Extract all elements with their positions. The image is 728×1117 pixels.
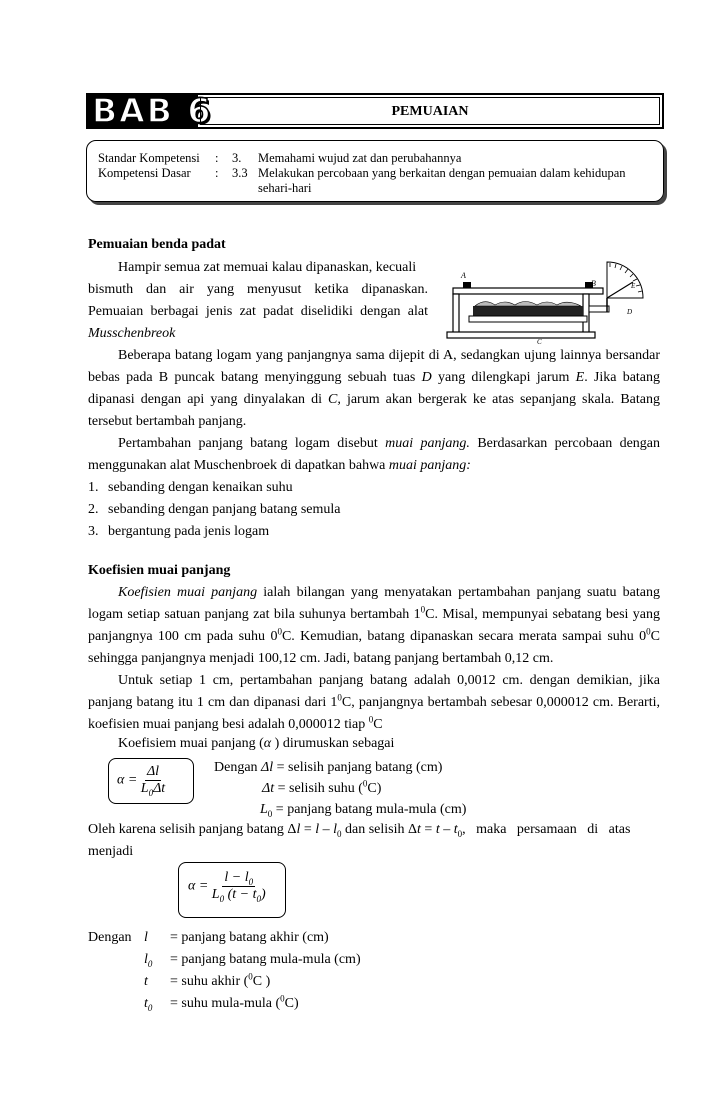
def-text-a: = suhu mula-mula ( bbox=[170, 996, 281, 1011]
formula-alpha-2 bbox=[188, 870, 266, 903]
def-text: = panjang batang mula-mula (cm) bbox=[170, 952, 361, 967]
p4-t2: t bbox=[435, 822, 440, 837]
p2-var-d: D bbox=[421, 370, 432, 385]
section-heading-koefisien: Koefisien muai panjang bbox=[88, 563, 231, 578]
def-text: = selisih suhu ( bbox=[274, 781, 363, 796]
def-row bbox=[88, 993, 361, 1015]
formula1-fraction bbox=[141, 764, 165, 797]
intro-line-1: Hampir semua zat memuai kalau dipanaskan, kecuali bbox=[118, 260, 417, 275]
def-sub: 0 bbox=[267, 808, 273, 819]
properties-list bbox=[88, 477, 340, 543]
sup-degree: 0 bbox=[420, 604, 426, 615]
p4-l2: l bbox=[315, 822, 320, 837]
p2-var-e: E bbox=[575, 370, 585, 385]
paragraph-substitution bbox=[88, 819, 660, 863]
f2-den-close: ) bbox=[260, 887, 266, 902]
def-sym-text: l bbox=[144, 930, 148, 945]
p4-c: – bbox=[319, 822, 334, 837]
s2-p2-c: C bbox=[373, 717, 383, 732]
def-prefix bbox=[88, 971, 144, 993]
sup-degree: 0 bbox=[368, 714, 374, 725]
subst-line-1 bbox=[88, 819, 660, 841]
dasar-sep: : bbox=[215, 166, 219, 180]
p4-d: dan selisih Δ bbox=[341, 822, 418, 837]
def-prefix bbox=[88, 993, 144, 1015]
den-dt: Δt bbox=[153, 781, 166, 796]
def-delta-l bbox=[214, 757, 466, 778]
p3-term2: muai panjang: bbox=[388, 458, 471, 473]
def-text: = panjang batang mula-mula (cm) bbox=[272, 802, 467, 817]
sup-degree: 0 bbox=[277, 626, 282, 637]
chapter-title: PEMUAIAN bbox=[391, 104, 469, 119]
def-prefix: Dengan bbox=[214, 760, 262, 775]
formula1-numerator: Δl bbox=[146, 764, 160, 779]
intro-line-4: Musschenbreok bbox=[88, 326, 176, 341]
p2-text-d: jarum akan bergerak ke atas sepanjang skala. Batang tersebut bertambah panjang. bbox=[88, 392, 660, 429]
def-sym: L bbox=[260, 802, 268, 817]
def-text-a: = suhu akhir ( bbox=[170, 974, 249, 989]
p2-text-a: Beberapa batang logam yang panjangnya sama dijepit di A, sedangkan ujung lainnya bersandar bebas pada B puncak batang menyinggung sebuah tuas bbox=[88, 348, 660, 385]
label-d: D bbox=[627, 308, 633, 316]
def-prefix bbox=[88, 949, 144, 971]
formula2-fraction bbox=[212, 870, 266, 903]
section-heading-padat: Pemuaian benda padat bbox=[88, 237, 226, 252]
p2-var-c: C, bbox=[328, 392, 341, 407]
def-sym-text: l bbox=[144, 952, 148, 967]
formula2-lhs: α = bbox=[188, 878, 209, 894]
list-item bbox=[88, 477, 340, 499]
paragraph-intro bbox=[88, 257, 428, 345]
def-sym-text: t bbox=[144, 974, 148, 989]
def-sym-sub: 0 bbox=[147, 1002, 153, 1013]
formula2-numerator bbox=[222, 870, 255, 887]
dasar-num: 3.3 bbox=[232, 166, 248, 180]
paragraph-muai-panjang bbox=[88, 433, 660, 477]
formula1-lhs: α = bbox=[117, 772, 138, 788]
intro-line-2: bismuth dan air yang menyusut ketika dipanaskan. bbox=[88, 282, 428, 297]
def-text: = selisih panjang batang (cm) bbox=[273, 760, 443, 775]
s2-p2-a: Untuk setiap 1 cm, pertambahan panjang batang adalah 0,0012 cm. dengan demikian, jika panjang batang itu 1 cm dan dipanasi dari 1 bbox=[88, 673, 660, 710]
p4-t0: t bbox=[453, 822, 458, 837]
f2-num-sub: 0 bbox=[248, 876, 254, 887]
standar-text: Memahami wujud zat dan perubahannya bbox=[258, 151, 462, 165]
p4-e: = bbox=[420, 822, 436, 837]
p4-l0: l bbox=[333, 822, 338, 837]
def-prefix: Dengan bbox=[88, 930, 132, 945]
list-text: bergantung pada jenis logam bbox=[108, 524, 270, 539]
definitions-2 bbox=[88, 927, 361, 1015]
subst-line-2: menjadi bbox=[88, 844, 134, 859]
p4-g: , maka persamaan di atas bbox=[462, 822, 631, 837]
def-text-b: C) bbox=[284, 996, 299, 1011]
sup-degree: 0 bbox=[362, 778, 368, 789]
f2-den-l: L bbox=[211, 887, 220, 902]
intro-line-3: Pemuaian berbagai jenis zat padat diselidiki dengan alat bbox=[88, 304, 428, 319]
dasar-text: Melakukan percobaan yang berkaitan dengan pemuaian dalam kehidupan bbox=[258, 166, 626, 180]
def-sym bbox=[144, 971, 170, 993]
p3-term: muai panjang. bbox=[385, 436, 470, 451]
formula-alpha-1 bbox=[117, 764, 165, 797]
list-num: 1. bbox=[88, 480, 99, 495]
def-sym bbox=[144, 927, 170, 949]
p4-a: Oleh karena selisih panjang batang Δ bbox=[88, 822, 297, 837]
list-text: sebanding dengan kenaikan suhu bbox=[108, 480, 293, 495]
s2-p1-b: C. Misal, mempunyai sebatang besi yang panjangnya 100 cm pada suhu 0 bbox=[88, 607, 660, 644]
label-e: E bbox=[631, 282, 636, 290]
p2-text-c: . Jika batang dipanasi dengan api yang dinyalakan di bbox=[88, 370, 661, 407]
f2-den-sub: 0 bbox=[219, 893, 225, 904]
standar-num: 3. bbox=[232, 151, 242, 165]
list-num: 2. bbox=[88, 502, 99, 517]
def-sym bbox=[144, 993, 170, 1015]
list-text: sebanding dengan panjang batang semula bbox=[108, 502, 341, 517]
p2-text-b: yang dilengkapi jarum bbox=[431, 370, 576, 385]
def-sym bbox=[144, 949, 170, 971]
alpha-symbol: α bbox=[263, 736, 272, 751]
list-item bbox=[88, 521, 340, 543]
list-item bbox=[88, 499, 340, 521]
label-b: B bbox=[591, 279, 596, 288]
paragraph-definition bbox=[88, 582, 660, 670]
def-text-b: C ) bbox=[252, 974, 271, 989]
dasar-text-cont: sehari-hari bbox=[258, 181, 312, 195]
def-text bbox=[170, 971, 270, 993]
musschenbroek-apparatus-figure bbox=[445, 258, 660, 346]
sup-degree: 0 bbox=[337, 692, 342, 703]
f2-den-rest: (t − t bbox=[224, 887, 257, 902]
def-row bbox=[88, 927, 361, 949]
paragraph-example bbox=[88, 670, 660, 736]
p4-b: = bbox=[300, 822, 316, 837]
def-sym-sub: 0 bbox=[147, 958, 153, 969]
paragraph-apparatus bbox=[88, 345, 660, 433]
chapter-number: BAB 6 bbox=[92, 91, 213, 130]
standar-sep: : bbox=[215, 151, 219, 165]
sup-degree: 0 bbox=[646, 626, 651, 637]
p3-text-a: Pertambahan panjang batang logam disebut bbox=[118, 436, 386, 451]
def-text-b: C) bbox=[367, 781, 382, 796]
s2-term: Koefisien muai panjang bbox=[118, 585, 258, 600]
standar-label: Standar Kompetensi bbox=[98, 151, 200, 165]
formula1-denominator bbox=[141, 781, 165, 797]
p4-f: – bbox=[439, 822, 454, 837]
s2-p3-a: Koefisiem muai panjang ( bbox=[118, 736, 264, 751]
s2-p1-d: C sehingga panjangnya menjadi 100,12 cm. Jadi, batang panjang bertambah 0,12 cm. bbox=[88, 629, 660, 666]
label-c: C bbox=[537, 338, 542, 346]
f2-den-sub2: 0 bbox=[256, 893, 261, 904]
p4-sub0: 0 bbox=[337, 828, 342, 839]
def-sym-text: t bbox=[144, 996, 148, 1011]
s2-p2-b: C, panjangnya bertambah sebesar 0,000012 cm. Berarti, koefisien muai panjang besi adalah 0,000012 tiap bbox=[88, 695, 660, 732]
p4-l: l bbox=[296, 822, 301, 837]
den-l: L bbox=[140, 781, 149, 796]
def-row bbox=[88, 949, 361, 971]
p4-t: t bbox=[417, 822, 421, 837]
def-text bbox=[170, 993, 299, 1015]
def-sym: Δl bbox=[261, 760, 274, 775]
label-a: A bbox=[461, 271, 466, 280]
s2-p1-c: C. Kemudian, batang dipanaskan secara merata sampai suhu 0 bbox=[281, 629, 647, 644]
dasar-label: Kompetensi Dasar bbox=[98, 166, 191, 180]
def-text: = panjang batang akhir (cm) bbox=[170, 930, 329, 945]
f2-num: l − l bbox=[224, 870, 249, 885]
list-num: 3. bbox=[88, 524, 99, 539]
s2-p1-a: ialah bilangan yang menyatakan pertambahan panjang suatu batang logam setiap satuan panjang zat bila suhunya bertambah 1 bbox=[88, 585, 660, 622]
s2-p3-b: ) dirumuskan sebagai bbox=[271, 736, 395, 751]
formula2-denominator bbox=[212, 887, 266, 903]
den-sub: 0 bbox=[148, 787, 154, 798]
sup-degree: 0 bbox=[280, 993, 285, 1004]
def-delta-t bbox=[214, 778, 466, 799]
p4-sub0b: 0 bbox=[457, 828, 463, 839]
definitions-1 bbox=[214, 757, 466, 820]
sup-degree: 0 bbox=[248, 971, 253, 982]
formula-intro bbox=[118, 736, 394, 752]
def-sym: Δt bbox=[262, 781, 275, 796]
p3-text-b: Berdasarkan percobaan dengan menggunakan alat Muschenbroek di dapatkan bahwa bbox=[88, 436, 661, 473]
def-row bbox=[88, 971, 361, 993]
def-l0 bbox=[214, 799, 466, 820]
